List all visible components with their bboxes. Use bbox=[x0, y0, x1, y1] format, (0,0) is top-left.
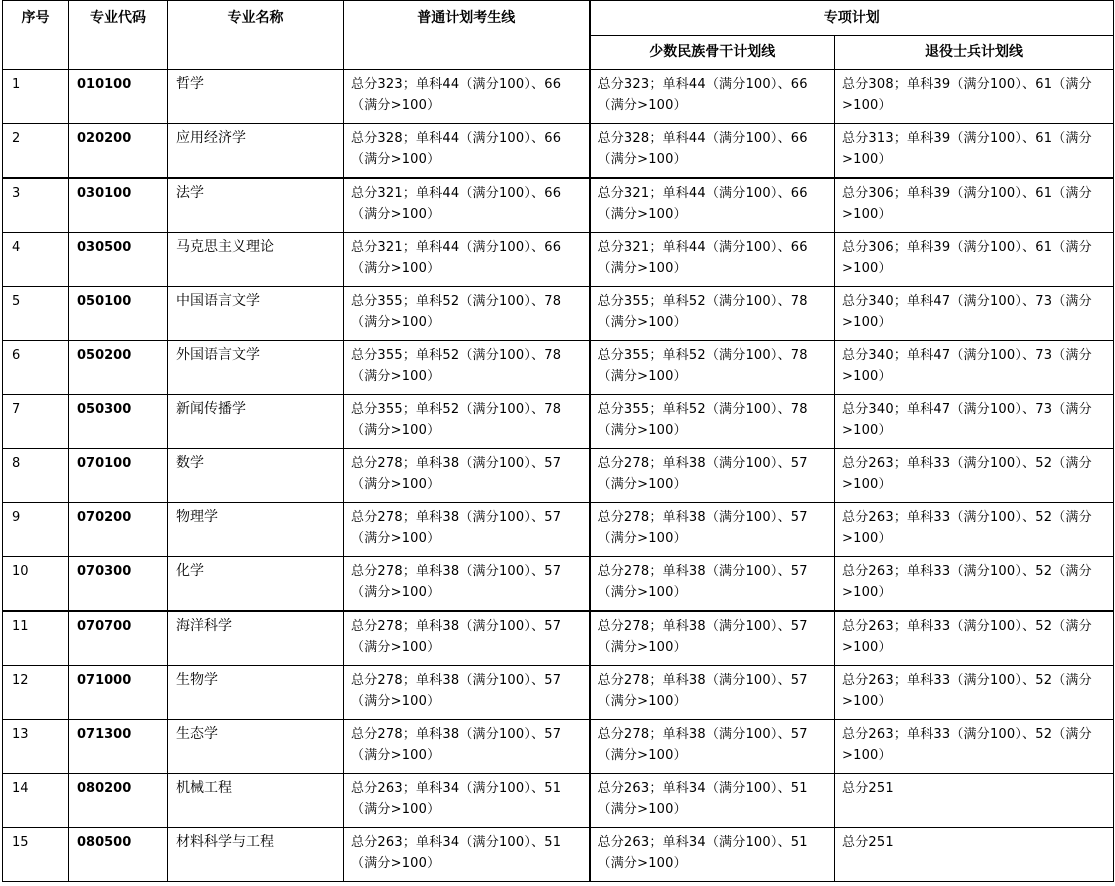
cell-minority: 总分263；单科34（满分100）、51（满分>100） bbox=[590, 774, 835, 828]
cell-index: 10 bbox=[3, 557, 69, 612]
header-index: 序号 bbox=[3, 1, 69, 70]
table-row bbox=[3, 395, 1114, 449]
header-name: 专业名称 bbox=[168, 1, 344, 70]
cell-regular: 总分355；单科52（满分100）、78（满分>100） bbox=[344, 341, 590, 395]
table-row bbox=[3, 70, 1114, 124]
header-row bbox=[3, 1, 1114, 36]
table-row bbox=[3, 557, 1114, 612]
cell-regular: 总分328；单科44（满分100）、66（满分>100） bbox=[344, 124, 590, 179]
cell-veteran: 总分251 bbox=[835, 828, 1114, 882]
table-row bbox=[3, 828, 1114, 882]
header-minority: 少数民族骨干计划线 bbox=[590, 36, 835, 70]
cell-name: 材料科学与工程 bbox=[168, 828, 344, 882]
cell-veteran: 总分251 bbox=[835, 774, 1114, 828]
cell-minority: 总分328；单科44（满分100）、66（满分>100） bbox=[590, 124, 835, 179]
cell-veteran: 总分306；单科39（满分100）、61（满分>100） bbox=[835, 178, 1114, 233]
table-row bbox=[3, 720, 1114, 774]
cell-regular: 总分323；单科44（满分100）、66（满分>100） bbox=[344, 70, 590, 124]
cell-code: 030500 bbox=[69, 233, 168, 287]
cell-code: 070100 bbox=[69, 449, 168, 503]
cell-index: 8 bbox=[3, 449, 69, 503]
table-row bbox=[3, 611, 1114, 666]
cell-veteran: 总分263；单科33（满分100）、52（满分>100） bbox=[835, 720, 1114, 774]
cell-regular: 总分263；单科34（满分100）、51（满分>100） bbox=[344, 828, 590, 882]
cell-name: 物理学 bbox=[168, 503, 344, 557]
cell-index: 9 bbox=[3, 503, 69, 557]
cell-index: 13 bbox=[3, 720, 69, 774]
cell-code: 030100 bbox=[69, 178, 168, 233]
cell-regular: 总分355；单科52（满分100）、78（满分>100） bbox=[344, 287, 590, 341]
cell-name: 生物学 bbox=[168, 666, 344, 720]
header-code: 专业代码 bbox=[69, 1, 168, 70]
cell-regular: 总分278；单科38（满分100）、57（满分>100） bbox=[344, 720, 590, 774]
cell-name: 哲学 bbox=[168, 70, 344, 124]
table-row bbox=[3, 774, 1114, 828]
table-row bbox=[3, 287, 1114, 341]
cell-name: 生态学 bbox=[168, 720, 344, 774]
cell-minority: 总分278；单科38（满分100）、57（满分>100） bbox=[590, 503, 835, 557]
cell-regular: 总分321；单科44（满分100）、66（满分>100） bbox=[344, 178, 590, 233]
cell-index: 5 bbox=[3, 287, 69, 341]
cell-regular: 总分278；单科38（满分100）、57（满分>100） bbox=[344, 611, 590, 666]
table-row bbox=[3, 666, 1114, 720]
cell-minority: 总分278；单科38（满分100）、57（满分>100） bbox=[590, 666, 835, 720]
cell-code: 070200 bbox=[69, 503, 168, 557]
table-row bbox=[3, 341, 1114, 395]
cell-index: 4 bbox=[3, 233, 69, 287]
cell-code: 050300 bbox=[69, 395, 168, 449]
cell-minority: 总分263；单科34（满分100）、51（满分>100） bbox=[590, 828, 835, 882]
cell-code: 071300 bbox=[69, 720, 168, 774]
cell-code: 010100 bbox=[69, 70, 168, 124]
cell-name: 机械工程 bbox=[168, 774, 344, 828]
cell-code: 080500 bbox=[69, 828, 168, 882]
cell-name: 外国语言文学 bbox=[168, 341, 344, 395]
cell-index: 7 bbox=[3, 395, 69, 449]
cell-name: 海洋科学 bbox=[168, 611, 344, 666]
cell-index: 6 bbox=[3, 341, 69, 395]
cell-regular: 总分278；单科38（满分100）、57（满分>100） bbox=[344, 449, 590, 503]
header-regular: 普通计划考生线 bbox=[344, 1, 590, 70]
cell-veteran: 总分340；单科47（满分100）、73（满分>100） bbox=[835, 341, 1114, 395]
cell-veteran: 总分340；单科47（满分100）、73（满分>100） bbox=[835, 287, 1114, 341]
cell-code: 071000 bbox=[69, 666, 168, 720]
table-row bbox=[3, 124, 1114, 179]
cell-regular: 总分278；单科38（满分100）、57（满分>100） bbox=[344, 666, 590, 720]
cell-code: 070700 bbox=[69, 611, 168, 666]
cell-veteran: 总分263；单科33（满分100）、52（满分>100） bbox=[835, 666, 1114, 720]
cell-code: 020200 bbox=[69, 124, 168, 179]
cell-veteran: 总分306；单科39（满分100）、61（满分>100） bbox=[835, 233, 1114, 287]
cell-veteran: 总分263；单科33（满分100）、52（满分>100） bbox=[835, 557, 1114, 612]
cell-index: 15 bbox=[3, 828, 69, 882]
cell-minority: 总分355；单科52（满分100）、78（满分>100） bbox=[590, 341, 835, 395]
cell-index: 1 bbox=[3, 70, 69, 124]
table-body bbox=[3, 70, 1114, 882]
cell-index: 11 bbox=[3, 611, 69, 666]
cell-regular: 总分321；单科44（满分100）、66（满分>100） bbox=[344, 233, 590, 287]
cell-veteran: 总分340；单科47（满分100）、73（满分>100） bbox=[835, 395, 1114, 449]
cell-index: 12 bbox=[3, 666, 69, 720]
cell-regular: 总分278；单科38（满分100）、57（满分>100） bbox=[344, 557, 590, 612]
cell-minority: 总分355；单科52（满分100）、78（满分>100） bbox=[590, 287, 835, 341]
cell-minority: 总分278；单科38（满分100）、57（满分>100） bbox=[590, 449, 835, 503]
cell-name: 应用经济学 bbox=[168, 124, 344, 179]
score-line-table bbox=[2, 0, 1114, 882]
cell-minority: 总分323；单科44（满分100）、66（满分>100） bbox=[590, 70, 835, 124]
cell-name: 化学 bbox=[168, 557, 344, 612]
cell-name: 法学 bbox=[168, 178, 344, 233]
cell-regular: 总分263；单科34（满分100）、51（满分>100） bbox=[344, 774, 590, 828]
cell-code: 080200 bbox=[69, 774, 168, 828]
cell-index: 2 bbox=[3, 124, 69, 179]
cell-name: 马克思主义理论 bbox=[168, 233, 344, 287]
header-veteran: 退役士兵计划线 bbox=[835, 36, 1114, 70]
cell-name: 新闻传播学 bbox=[168, 395, 344, 449]
cell-name: 数学 bbox=[168, 449, 344, 503]
table-row bbox=[3, 449, 1114, 503]
table-row bbox=[3, 178, 1114, 233]
table-row bbox=[3, 503, 1114, 557]
cell-minority: 总分278；单科38（满分100）、57（满分>100） bbox=[590, 557, 835, 612]
cell-minority: 总分278；单科38（满分100）、57（满分>100） bbox=[590, 611, 835, 666]
cell-name: 中国语言文学 bbox=[168, 287, 344, 341]
cell-veteran: 总分313；单科39（满分100）、61（满分>100） bbox=[835, 124, 1114, 179]
cell-veteran: 总分263；单科33（满分100）、52（满分>100） bbox=[835, 449, 1114, 503]
header-special: 专项计划 bbox=[590, 1, 1114, 36]
cell-veteran: 总分263；单科33（满分100）、52（满分>100） bbox=[835, 503, 1114, 557]
cell-minority: 总分278；单科38（满分100）、57（满分>100） bbox=[590, 720, 835, 774]
cell-code: 070300 bbox=[69, 557, 168, 612]
cell-veteran: 总分263；单科33（满分100）、52（满分>100） bbox=[835, 611, 1114, 666]
cell-regular: 总分355；单科52（满分100）、78（满分>100） bbox=[344, 395, 590, 449]
cell-veteran: 总分308；单科39（满分100）、61（满分>100） bbox=[835, 70, 1114, 124]
cell-minority: 总分321；单科44（满分100）、66（满分>100） bbox=[590, 178, 835, 233]
cell-index: 14 bbox=[3, 774, 69, 828]
table-row bbox=[3, 233, 1114, 287]
cell-index: 3 bbox=[3, 178, 69, 233]
cell-code: 050200 bbox=[69, 341, 168, 395]
cell-regular: 总分278；单科38（满分100）、57（满分>100） bbox=[344, 503, 590, 557]
cell-minority: 总分355；单科52（满分100）、78（满分>100） bbox=[590, 395, 835, 449]
cell-code: 050100 bbox=[69, 287, 168, 341]
cell-minority: 总分321；单科44（满分100）、66（满分>100） bbox=[590, 233, 835, 287]
